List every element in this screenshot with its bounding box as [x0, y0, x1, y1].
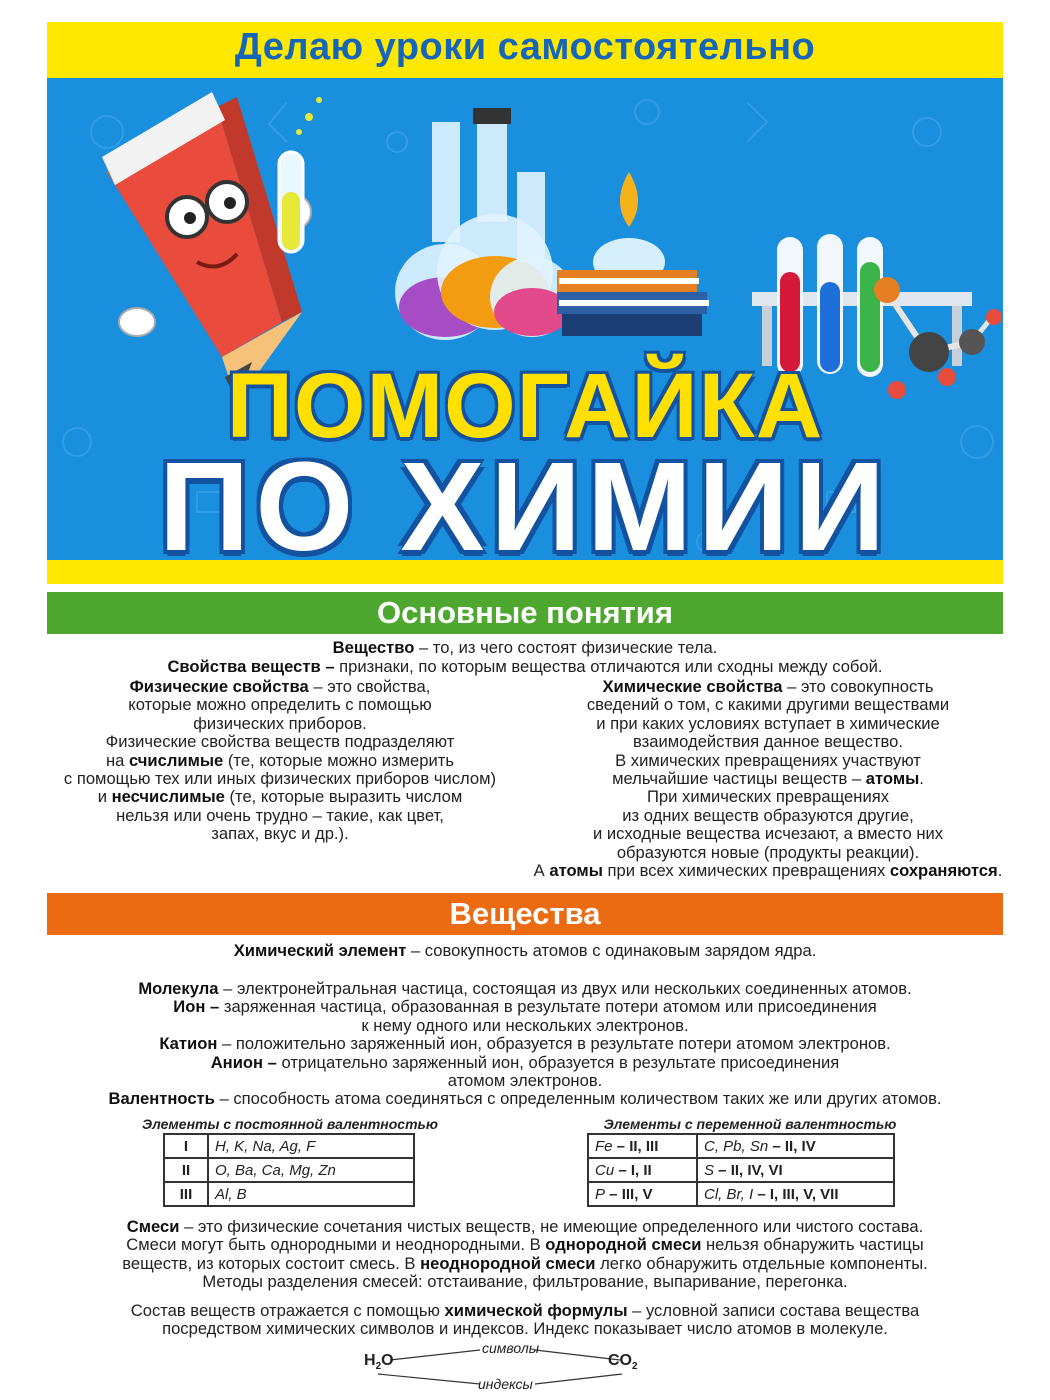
burner-and-books-icon	[557, 172, 709, 336]
constant-valence-caption: Элементы с постоянной валентностью	[142, 1116, 438, 1132]
formula-co2: $CO_2$	[608, 1352, 638, 1373]
formula-block: Состав веществ отражается с помощью химической формулы – условной записи состава вещества посредством химических символов и индексов. Индекс показывает число атомов в молекуле.	[130, 1301, 920, 1339]
header-banner	[47, 22, 1003, 584]
banner-title-line1: ПОМОГАЙКА	[226, 355, 824, 457]
definitions-particles: Молекула – электронейтральная частица, состоящая из двух или нескольких соединенных атомов. Ион – заряженная частица, образованная в результате потери атомом или присоединения к нему одного или нескольких электронов. Катион – положительно заряженный ион, образуется в результате потери атомом электронов. Анион – отрицательно заряженный ион, образуется в результате присоединения атомом электронов. Валентность – способность атома соединяться с определенным количеством таких же или других атомов.	[108, 979, 942, 1109]
definition-properties: Свойства веществ – признаки, по которым вещества отличаются или сходны между собой.	[167, 657, 883, 676]
chemical-properties-block: Химические свойства – это совокупность сведений о том, с какими другими веществами и при каких условиях вступает в химические взаимодействия данное вещество. В химических превращениях участвуют мельчайшие частицы веществ – атомы. При химических превращениях из одних веществ образуются другие, и исходные вещества исчезают, а вместо них образуются новые (продукты реакции). А атомы при всех химических превращениях сохраняются.	[533, 677, 1003, 881]
table-row: I H, K, Na, Ag, F	[164, 1134, 414, 1158]
definition-substance: Вещество – то, из чего состоят физические тела.	[332, 638, 718, 657]
table-row: Fe – II, III C, Pb, Sn – II, IV	[588, 1134, 894, 1158]
label-symbols: символы	[482, 1340, 540, 1356]
physical-properties-block: Физические свойства – это свойства, которые можно определить с помощью физических приборов. Физические свойства веществ подразделяют на счислимые (те, которые можно измерить с помощью тех или иных физических приборов числом) и несчислимые (те, которые выразить числом нельзя или очень трудно – такие, как цвет, запах, вкус и др.).	[63, 677, 497, 844]
test-tube-icon	[279, 97, 322, 252]
table-row: P – III, V Cl, Br, I – I, III, V, VII	[588, 1182, 894, 1206]
variable-valence-table	[587, 1133, 895, 1207]
definition-element: Химический элемент – совокупность атомов с одинаковым зарядом ядра.	[233, 941, 817, 960]
variable-valence-caption: Элементы с переменной валентностью	[603, 1116, 897, 1132]
constant-valence-table	[163, 1133, 415, 1207]
mixtures-block: Смеси – это физические сочетания чистых веществ, не имеющие определенного или чистого состава. Смеси могут быть однородными и неоднородными. В однородной смеси нельзя обнаружить частицы веществ, из которых состоит смесь. В неоднородной смеси легко обнаружить отдельные компоненты. Методы разделения смесей: отстаивание, фильтрование, выпаривание, перегонка.	[122, 1217, 928, 1292]
formula-water: $H_2O$	[364, 1352, 394, 1373]
table-row: III Al, B	[164, 1182, 414, 1206]
table-row: Cu – I, II S – II, IV, VI	[588, 1158, 894, 1182]
banner-kicker: Делаю уроки самостоятельно	[234, 26, 816, 68]
label-indices: индексы	[478, 1376, 533, 1392]
flasks-icon	[395, 108, 574, 340]
banner-title-line2: ПО ХИМИИ	[158, 436, 892, 577]
section-heading-substances: Вещества	[47, 893, 1003, 935]
section-heading-basics: Основные понятия	[47, 592, 1003, 634]
table-row: II O, Ba, Ca, Mg, Zn	[164, 1158, 414, 1182]
